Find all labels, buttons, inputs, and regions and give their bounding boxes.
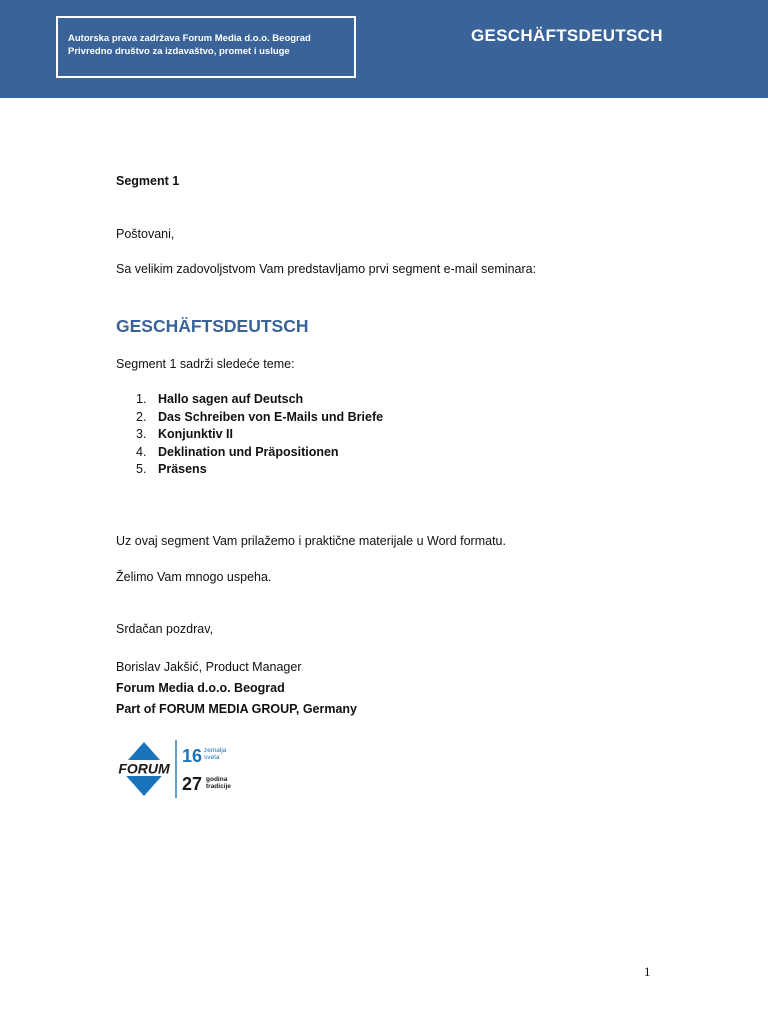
closing: Srdačan pozdrav,: [116, 622, 214, 636]
logo-stat1-number: 16: [182, 746, 203, 766]
logo-stat2-number: 27: [182, 774, 203, 794]
list-number: 5.: [136, 462, 147, 477]
copyright-line-2: Privredno društvo za izdavaštvo, promet i usluge: [68, 46, 290, 57]
materials-paragraph: Uz ovaj segment Vam prilažemo i praktične materijale u Word formatu.: [116, 534, 506, 548]
copyright-notice: [56, 16, 356, 78]
logo-stat2-line2: tradicije: [206, 783, 231, 790]
logo-stat2-line1: godina: [206, 776, 228, 783]
list-number: 1.: [136, 392, 147, 406]
list-number: 3.: [136, 427, 147, 442]
segment-heading: Segment 1: [116, 174, 180, 188]
list-item: [116, 392, 383, 410]
intro-paragraph: Sa velikim zadovoljstvom Vam predstavljamo prvi segment e-mail seminara:: [116, 262, 537, 276]
list-item: [116, 462, 383, 480]
copyright-line-1: Autorska prava zadržava Forum Media d.o.o. Beograd: [68, 33, 311, 44]
topics-intro: Segment 1 sadrži sledeće teme:: [116, 357, 295, 371]
list-number: 2.: [136, 409, 147, 424]
list-item: [116, 410, 383, 428]
list-text: Präsens: [158, 462, 207, 477]
list-text: Konjunktiv II: [158, 427, 233, 442]
logo-stat1-line1: zemalja: [204, 747, 227, 754]
forum-logo-graphic: [116, 738, 246, 800]
page-header: [0, 0, 768, 98]
logo-brand-text: FORUM: [118, 760, 170, 777]
page-number: 1: [644, 964, 651, 979]
course-title: GESCHÄFTSDEUTSCH: [116, 316, 309, 336]
wish-paragraph: Želimo Vam mnogo uspeha.: [116, 570, 272, 584]
list-text: Deklination und Präpositionen: [158, 444, 339, 459]
list-text: Das Schreiben von E-Mails und Briefe: [158, 409, 384, 424]
list-number: 4.: [136, 444, 147, 459]
company-name: Forum Media d.o.o. Beograd: [116, 681, 285, 695]
group-name: Part of FORUM MEDIA GROUP, Germany: [116, 702, 358, 716]
list-item: [116, 445, 383, 463]
forum-logo: [116, 738, 246, 800]
logo-stat1-line2: sveta: [204, 754, 220, 761]
header-title: GESCHÄFTSDEUTSCH: [471, 26, 663, 45]
signer: Borislav Jakšić, Product Manager: [116, 660, 302, 674]
topic-list: [116, 392, 383, 480]
list-text: Hallo sagen auf Deutsch: [158, 392, 304, 406]
list-item: [116, 427, 383, 445]
greeting: Poštovani,: [116, 227, 175, 241]
